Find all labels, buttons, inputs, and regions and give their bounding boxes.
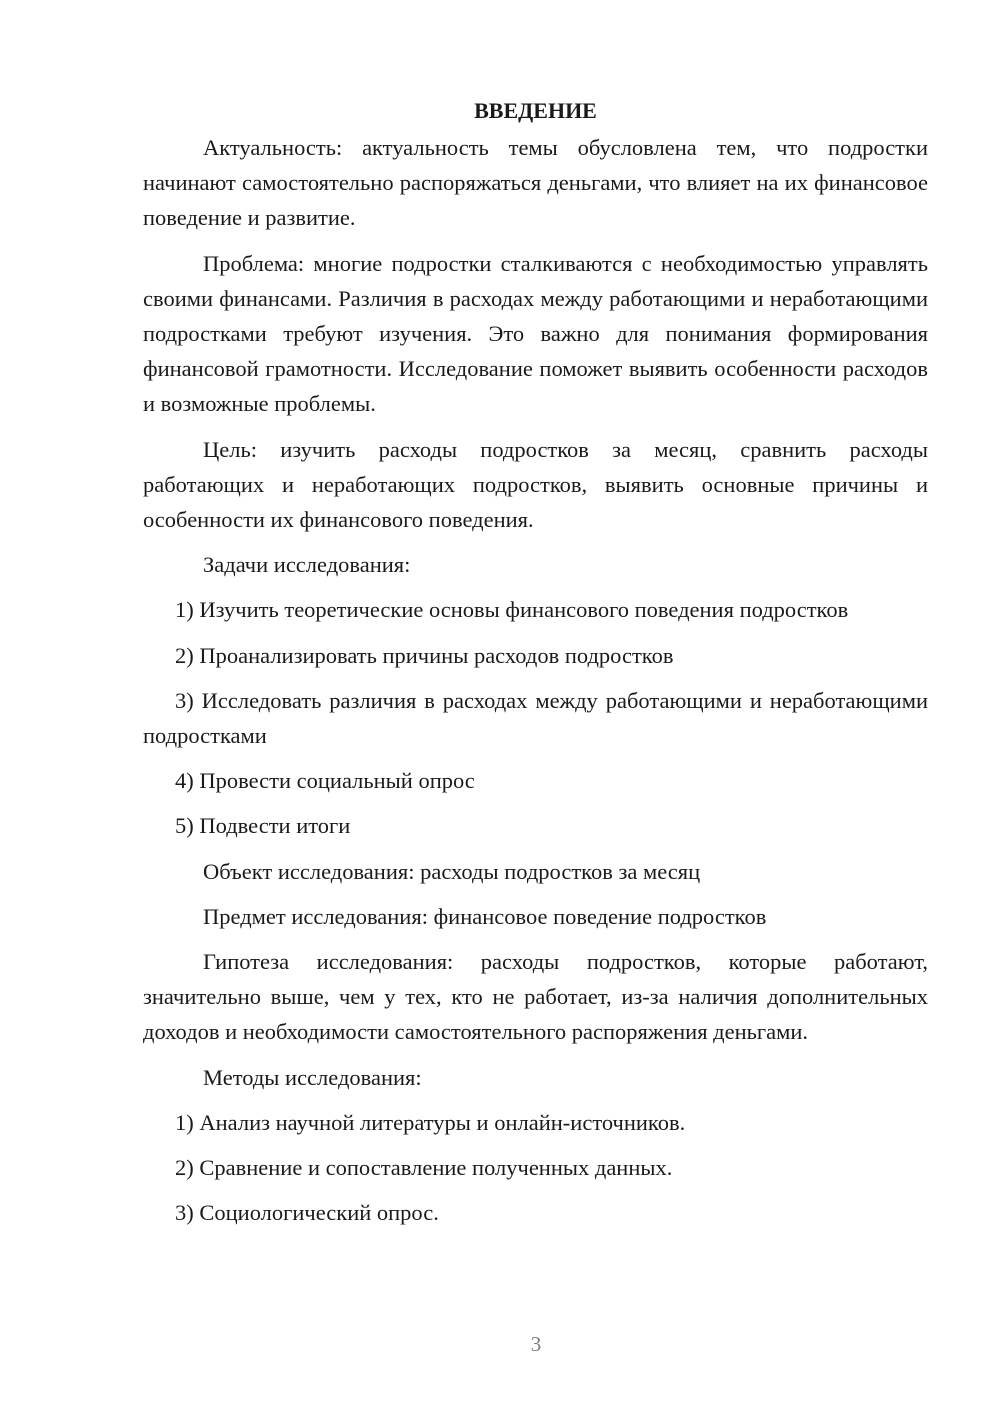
- document-page: [143, 95, 928, 1240]
- method-item-3: 3) Социологический опрос.: [175, 1200, 439, 1226]
- problem-paragraph: Проблема: многие подростки сталкиваются с необходимостью управлять своими финансами. Различия в расходах между работающими и неработающими подростками требуют изучения. Это важно для понимания формирования финансовой грамотности. Исследование поможет выявить особенности расходов и возможные проблемы.: [143, 250, 928, 417]
- task-item-1: 1) Изучить теоретические основы финансового поведения подростков: [175, 597, 849, 623]
- task-item-2: 2) Проанализировать причины расходов подростков: [175, 642, 674, 668]
- relevance-paragraph: Актуальность: актуальность темы обусловлена тем, что подростки начинают самостоятельно распоряжаться деньгами, что влияет на их финансовое поведение и развитие.: [143, 135, 928, 231]
- research-object: Объект исследования: расходы подростков за месяц: [203, 858, 701, 884]
- task-item-4: 4) Провести социальный опрос: [175, 768, 475, 794]
- tasks-heading: Задачи исследования:: [203, 552, 411, 578]
- methods-heading: Методы исследования:: [203, 1064, 422, 1090]
- section-title: ВВЕДЕНИЕ: [474, 98, 597, 123]
- task-item-3: 3) Исследовать различия в расходах между работающими и неработающими подростками: [143, 687, 928, 749]
- page-number: 3: [530, 1332, 542, 1356]
- goal-paragraph: Цель: изучить расходы подростков за месяц, сравнить расходы работающих и неработающих подростков, выявить основные причины и особенности их финансового поведения.: [143, 436, 928, 533]
- research-subject: Предмет исследования: финансовое поведение подростков: [203, 903, 767, 929]
- method-item-1: 1) Анализ научной литературы и онлайн-источников.: [175, 1109, 686, 1135]
- method-item-2: 2) Сравнение и сопоставление полученных данных.: [175, 1155, 673, 1181]
- task-item-5: 5) Подвести итоги: [175, 813, 351, 839]
- hypothesis-paragraph: Гипотеза исследования: расходы подростков, которые работают, значительно выше, чем у тех, кто не работает, из-за наличия дополнительных доходов и необходимости самостоятельного распоряжения деньгами.: [143, 949, 928, 1045]
